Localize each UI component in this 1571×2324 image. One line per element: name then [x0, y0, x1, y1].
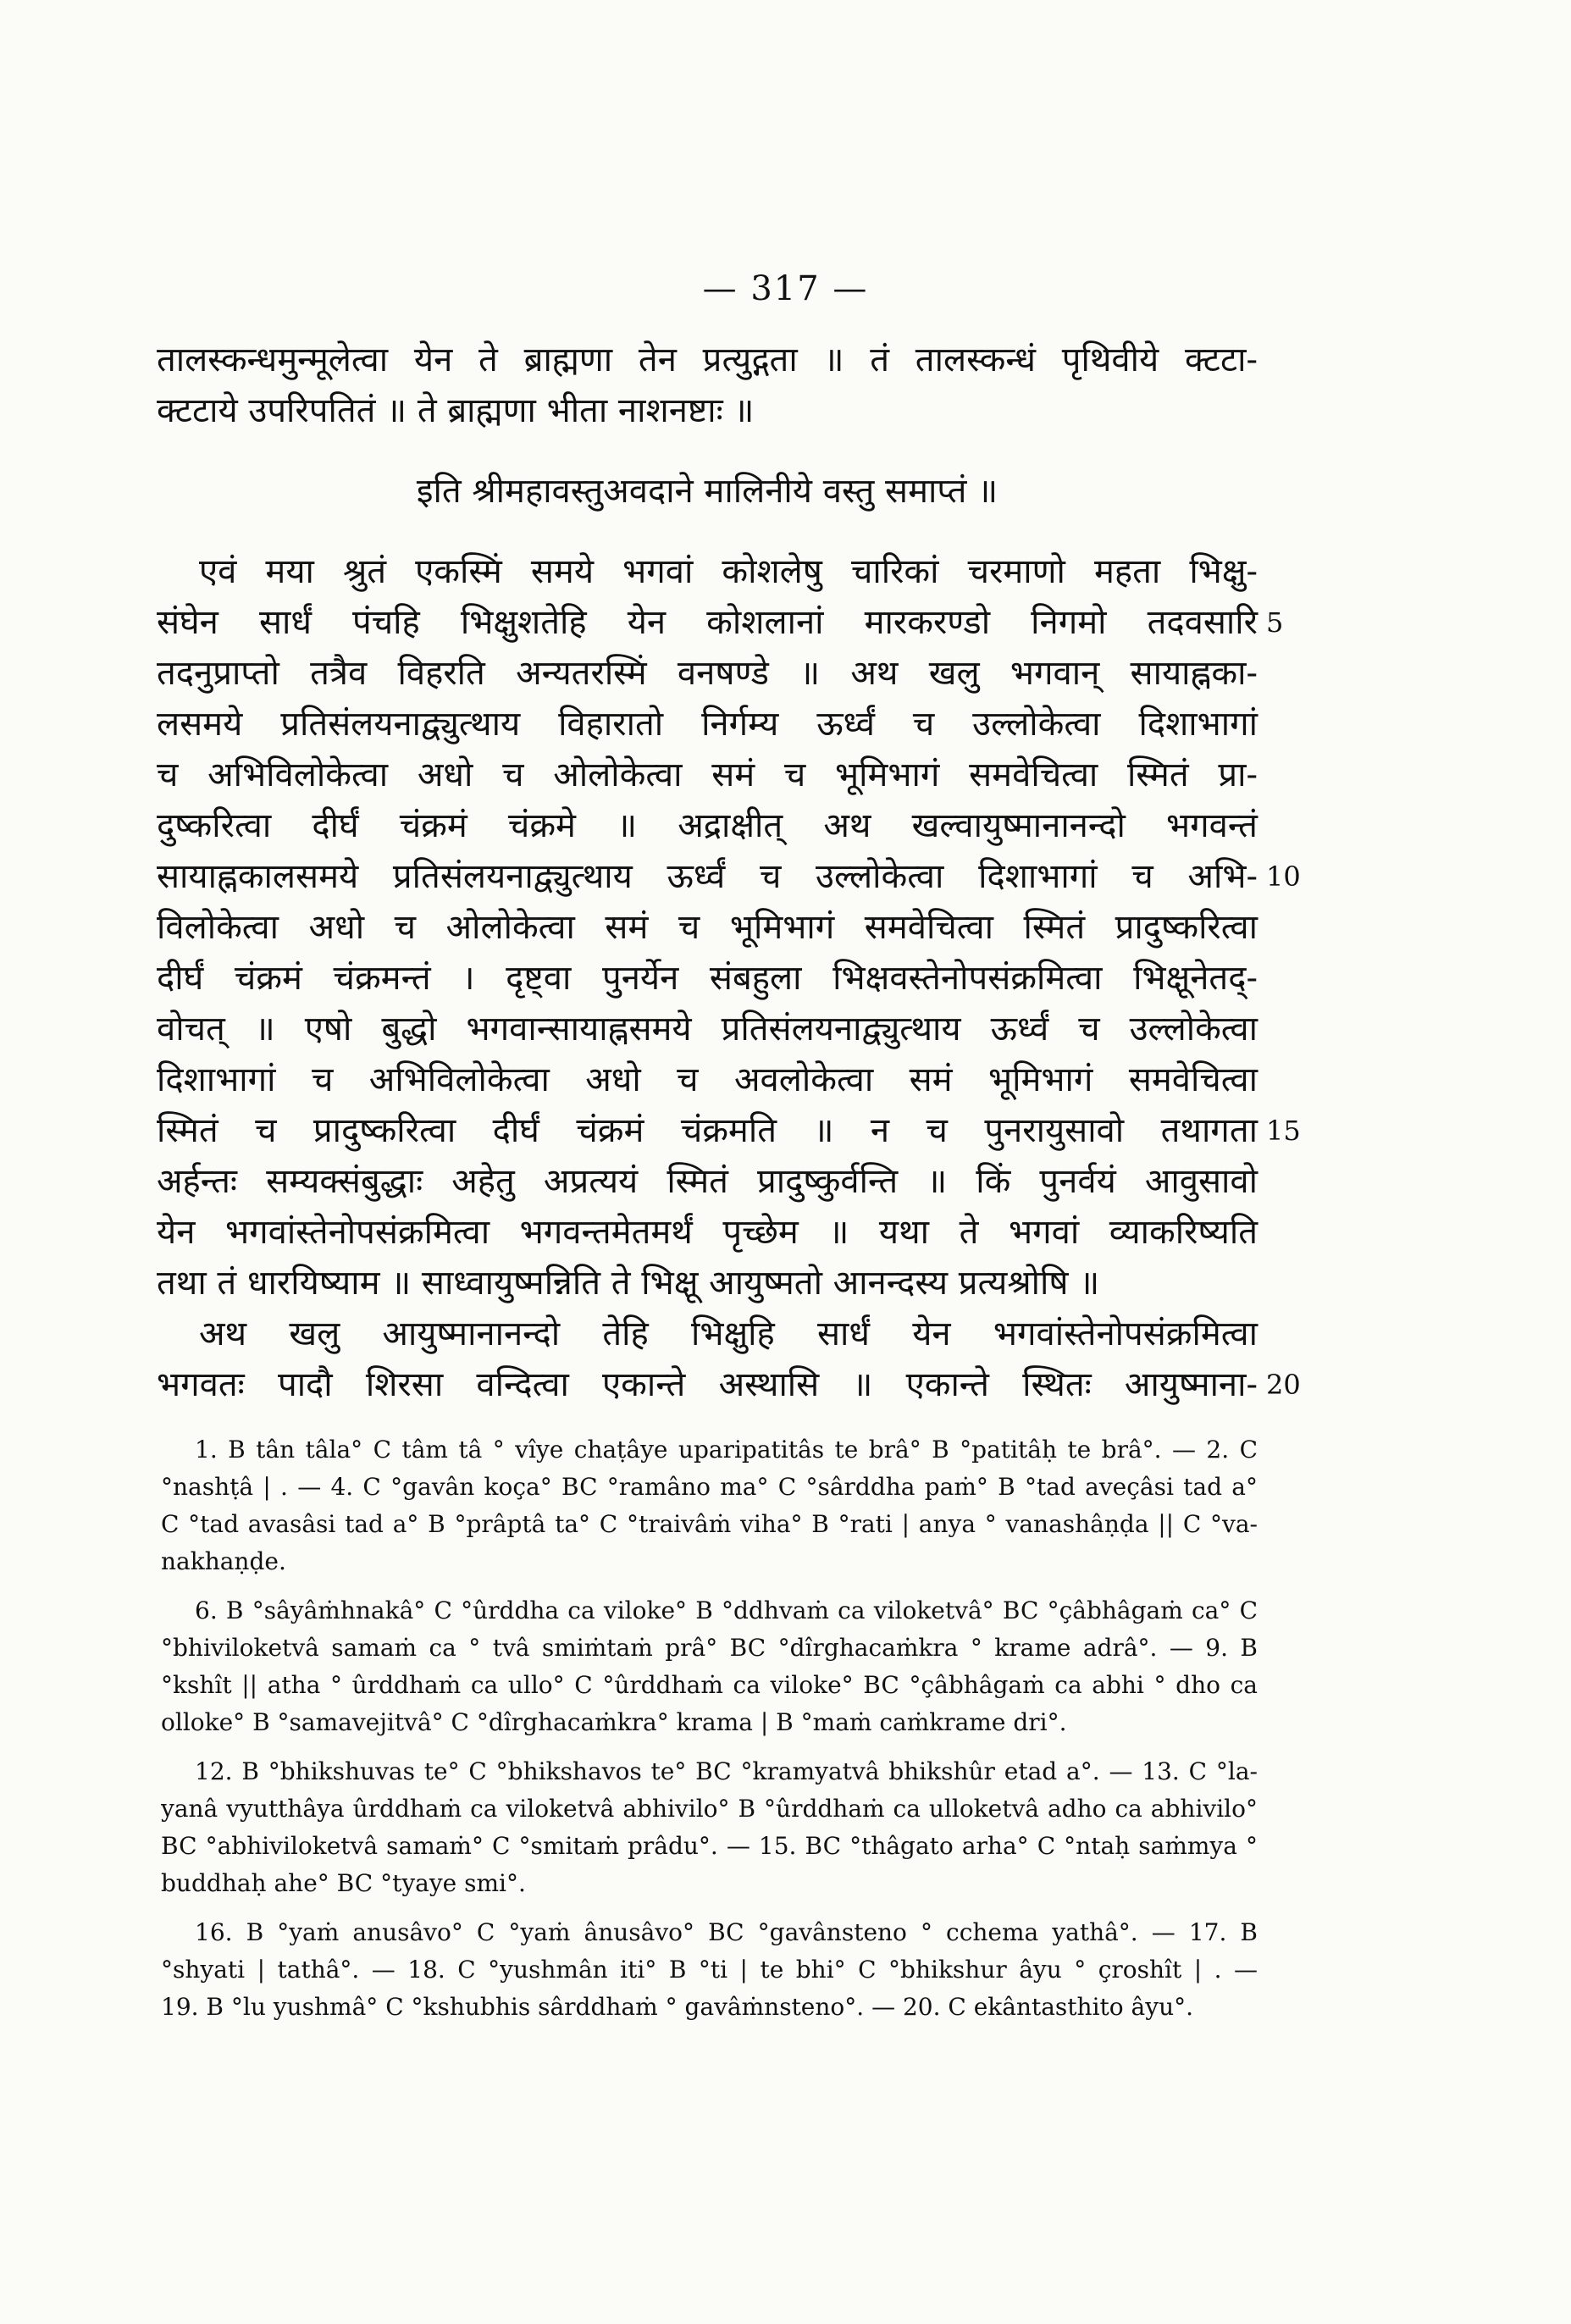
text-line: [157, 953, 1258, 1004]
text-line: [157, 385, 1258, 436]
line-text: लसमये प्रतिसंलयनाद्व्युत्थाय विहारातो निर्गम्य ऊर्ध्वं च उल्लोकेत्वा दिशाभागां: [157, 705, 1258, 744]
line-text: अथ खलु आयुष्मानानन्दो तेहि भिक्षुहि सार्धं येन भगवांस्तेनोपसंक्रमित्वा: [199, 1314, 1258, 1353]
footnote-line: 16. B °yaṁ anusâvo° C °yaṁ ânusâvo° BC °gavânsteno ° cchema yathâ°. — 17. B: [195, 1918, 1258, 1946]
line-text: वोचत् ॥ एषो बुद्धो भगवान्सायाह्नसमये प्रतिसंलयनाद्व्युत्थाय ऊर्ध्वं च उल्लोकेत्वा: [157, 1010, 1258, 1049]
line-text: येन भगवांस्तेनोपसंक्रमित्वा भगवन्तमेतमर्थं पृच्छेम ॥ यथा ते भगवां व्याकरिष्यति: [157, 1213, 1258, 1252]
footnote-group: [161, 1431, 1258, 1580]
section-colophon: [157, 466, 1258, 517]
line-text: दिशाभागां च अभिविलोकेत्वा अधो च अवलोकेत्वा समं भूमिभागं समवेचित्वा: [157, 1060, 1258, 1099]
line-text: तालस्कन्धमुन्मूलेत्वा येन ते ब्राह्मणा तेन प्रत्युद्गता ॥ तं तालस्कन्धं पृथिवीये क्टटा-: [157, 340, 1258, 379]
line-text: क्टटाये उपरिपतितं ॥ ते ब्राह्मणा भीता नाशनष्टाः ॥: [157, 391, 755, 430]
line-text: दीर्घं चंक्रमं चंक्रमन्तं । दृष्ट्वा पुनर्येन संबहुला भिक्षवस्तेनोपसंक्रमित्वा भिक्षूनेतद्-: [157, 959, 1258, 998]
line-text: भगवतः पादौ शिरसा वन्दित्वा एकान्ते अस्थासि ॥ एकान्ते स्थितः आयुष्माना-: [157, 1365, 1258, 1404]
footnote-line: nakhaṇḍe.: [161, 1547, 286, 1575]
line-text: दुष्करित्वा दीर्घं चंक्रमं चंक्रमे ॥ अद्राक्षीत् अथ खल्वायुष्मानानन्दो भगवन्तं: [157, 806, 1258, 845]
footnote-line: yanâ vyutthâya ûrddhaṁ ca viloketvâ abhivilo° B °ûrddhaṁ ca ulloketvâ adho ca abhivilo°: [161, 1795, 1258, 1823]
text-line: [157, 1359, 1301, 1410]
main-text: [157, 335, 1301, 1410]
footnote-line: olloke° B °samavejitvâ° C °dîrghacaṁkra° krama | B °maṁ caṁkrame dri°.: [161, 1708, 1067, 1736]
text-line: [157, 902, 1258, 953]
line-text: विलोकेत्वा अधो च ओलोकेत्वा समं च भूमिभागं समवेचित्वा स्मितं प्रादुष्करित्वा: [157, 908, 1258, 947]
footnote-line: °kshît || atha ° ûrddhaṁ ca ullo° C °ûrddhaṁ ca viloke° BC °çâbhâgaṁ ca abhi ° dho ca: [161, 1671, 1258, 1699]
footnote-line: 1. B tân tâla° C tâm tâ ° vîye chaṭâye uparipatitâs te brâ° B °patitâḥ te brâ°. — 2. C: [195, 1436, 1258, 1464]
footnote-line: 19. B °lu yushmâ° C °kshubhis sârddhaṁ ° gavâṁnsteno°. — 20. C ekântasthito âyu°.: [161, 1993, 1193, 2021]
line-text: इति श्रीमहावस्तुअवदाने मालिनीये वस्तु समाप्तं ॥: [416, 472, 998, 511]
footnote-group: [161, 1914, 1258, 2026]
footnote-line: BC °abhiviloketvâ samaṁ° C °smitaṁ prâdu°. — 15. BC °thâgato arha° C °ntaḥ saṁmya °: [161, 1832, 1258, 1860]
text-line: [157, 750, 1258, 800]
line-text: सायाह्नकालसमये प्रतिसंलयनाद्व्युत्थाय ऊर्ध्वं च उल्लोकेत्वा दिशाभागां च अभि-: [157, 857, 1258, 896]
paragraph-gap: [157, 436, 1258, 466]
line-text: अर्हन्तः सम्यक्संबुद्धाः अहेतु अप्रत्ययं स्मितं प्रादुष्कुर्वन्ति ॥ किं पुनर्वयं आवुसावो: [157, 1162, 1258, 1201]
footnote-group: [161, 1753, 1258, 1902]
line-number: 20: [1266, 1369, 1301, 1401]
text-line: [157, 648, 1258, 699]
line-text: एवं मया श्रुतं एकस्मिं समये भगवां कोशलेषु चारिकां चरमाणो महता भिक्षु-: [199, 552, 1258, 591]
paragraph-gap: [157, 517, 1258, 546]
text-line: [157, 800, 1258, 851]
text-line: [157, 1309, 1258, 1359]
line-text: स्मितं च प्रादुष्करित्वा दीर्घं चंक्रमं चंक्रमति ॥ न च पुनरायुसावो तथागता: [157, 1111, 1258, 1150]
text-line: [157, 1156, 1258, 1207]
footnote-line: °shyati | tathâ°. — 18. C °yushmân iti° B °ti | te bhi° C °bhikshur âyu ° çroshît | . —: [161, 1956, 1258, 1984]
footnote-group: [161, 1592, 1258, 1741]
footnote-line: buddhaḥ ahe° BC °tyaye smi°.: [161, 1869, 526, 1897]
page-number: — 317 —: [702, 269, 869, 308]
footnote-line: 12. B °bhikshuvas te° C °bhikshavos te° BC °kramyatvâ bhikshûr etad a°. — 13. C °la-: [195, 1757, 1258, 1785]
text-line: [157, 851, 1301, 902]
text-line: [157, 1258, 1258, 1309]
text-line: [157, 1054, 1258, 1105]
line-number: 10: [1266, 860, 1301, 893]
line-text: तदनुप्राप्तो तत्रैव विहरति अन्यतरस्मिं वनषण्डे ॥ अथ खलु भगवान् सायाह्नका-: [157, 654, 1258, 693]
text-line: [157, 546, 1258, 597]
footnotes: [161, 1431, 1258, 2038]
footnote-line: °bhiviloketvâ samaṁ ca ° tvâ smiṁtaṁ prâ° BC °dîrghacaṁkra ° krame adrâ°. — 9. B: [161, 1634, 1258, 1662]
text-line: [157, 335, 1258, 385]
footnote-line: C °tad avasâsi tad a° B °prâptâ ta° C °traivâṁ viha° B °rati | anya ° vanashâṇḍa || C °va-: [161, 1510, 1258, 1538]
footnote-line: °nashṭâ | . — 4. C °gavân koça° BC °ramâno ma° C °sârddha paṁ° B °tad aveçâsi tad a°: [161, 1473, 1258, 1501]
text-line: [157, 1004, 1258, 1054]
text-line: [157, 1105, 1301, 1156]
text-line: [157, 1207, 1258, 1258]
text-line: [157, 699, 1258, 750]
line-text: तथा तं धारयिष्याम ॥ साध्वायुष्मन्निति ते भिक्षू आयुष्मतो आनन्दस्य प्रत्यश्रोषि ॥: [157, 1264, 1100, 1303]
line-text: च अभिविलोकेत्वा अधो च ओलोकेत्वा समं च भूमिभागं समवेचित्वा स्मितं प्रा-: [157, 755, 1258, 794]
text-line: [157, 597, 1284, 648]
line-number: 5: [1266, 606, 1284, 639]
line-number: 15: [1266, 1115, 1301, 1147]
line-text: संघेन सार्धं पंचहि भिक्षुशतेहि येन कोशलानां मारकरण्डो निगमो तदवसारि: [157, 603, 1258, 642]
footnote-line: 6. B °sâyâṁhnakâ° C °ûrddha ca viloke° B °ddhvaṁ ca viloketvâ° BC °çâbhâgaṁ ca° C: [195, 1596, 1258, 1624]
